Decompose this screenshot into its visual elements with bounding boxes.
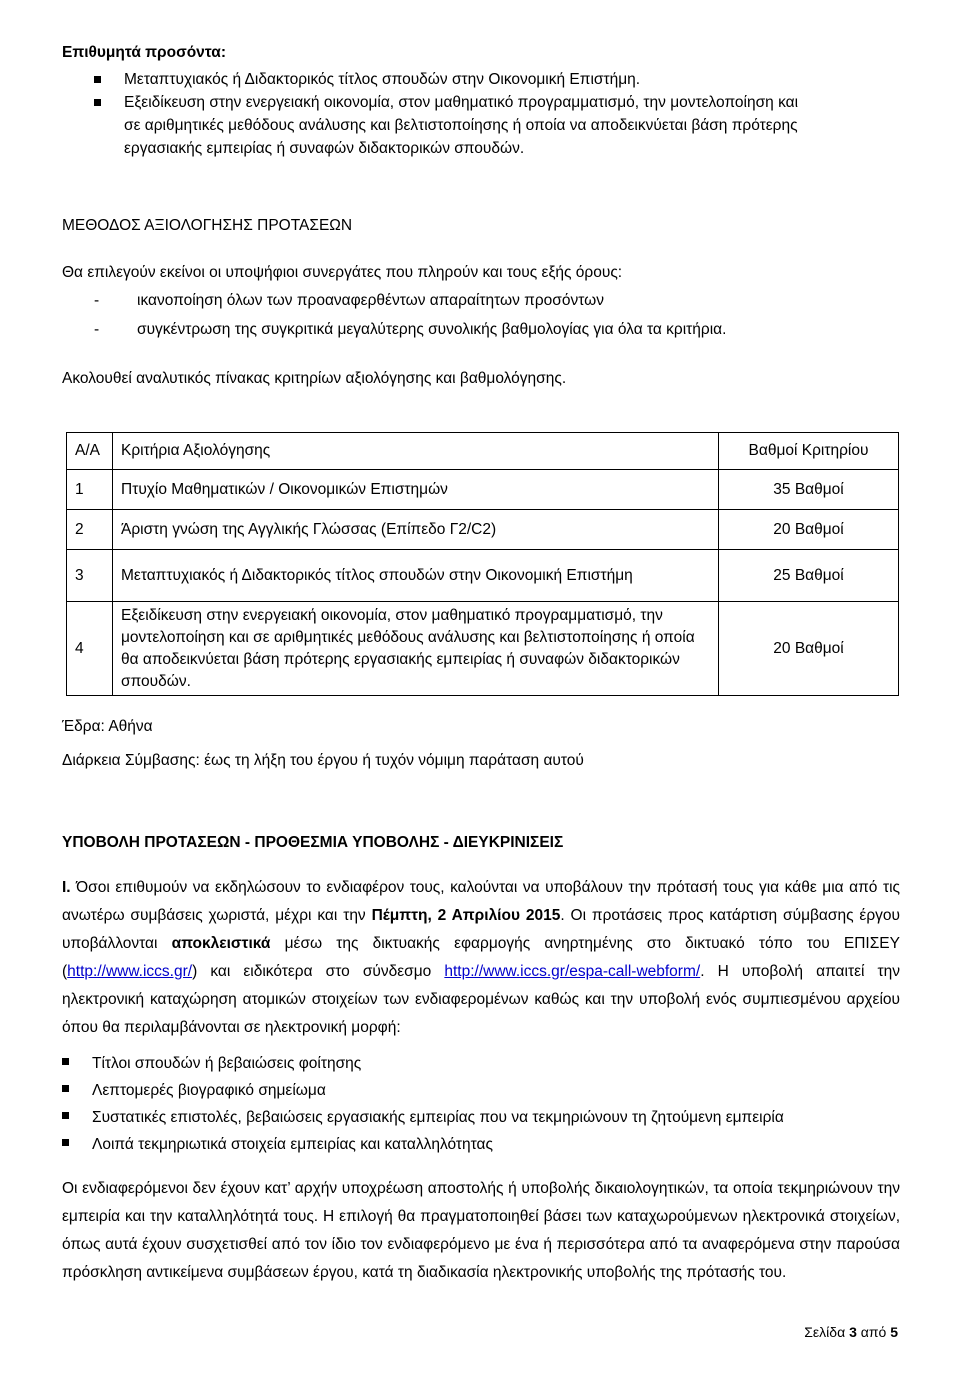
table-row [67, 510, 899, 550]
qualifications-list [62, 68, 902, 160]
qualifications-heading: Επιθυμητά προσόντα: [62, 44, 226, 61]
header-number: Α/Α [67, 433, 113, 470]
method-conditions [62, 289, 902, 341]
row-number: 3 [67, 550, 113, 602]
row-points: 20 Βαθμοί [719, 602, 899, 696]
row-criterion: Πτυχίο Μαθηματικών / Οικονομικών Επιστημών [113, 470, 719, 510]
iccs-link[interactable]: http://www.iccs.gr/ [67, 963, 193, 980]
row-points: 35 Βαθμοί [719, 470, 899, 510]
table-intro: Ακολουθεί αναλυτικός πίνακας κριτηρίων αξιολόγησης και βαθμολόγησης. [62, 370, 567, 387]
exclusive-emphasis: αποκλειστικά [171, 935, 271, 952]
table-header-row [67, 433, 899, 470]
criteria-table [66, 432, 899, 696]
seat: Έδρα: Αθήνα [62, 718, 153, 735]
document-item: Λεπτομερές βιογραφικό σημείωμα [30, 1077, 910, 1104]
row-criterion: Άριστη γνώση της Αγγλικής Γλώσσας (Επίπεδο Γ2/C2) [113, 510, 719, 550]
method-heading: ΜΕΘΟΔΟΣ ΑΞΙΟΛΟΓΗΣΗΣ ΠΡΟΤΑΣΕΩΝ [62, 217, 353, 234]
submission-heading: ΥΠΟΒΟΛΗ ΠΡΟΤΑΣΕΩΝ - ΠΡΟΘΕΣΜΙΑ ΥΠΟΒΟΛΗΣ - ΔΙΕΥΚΡΙΝΙΣΕΙΣ [62, 834, 564, 851]
documents-list [30, 1050, 910, 1158]
table-row [67, 470, 899, 510]
document-item: Τίτλοι σπουδών ή βεβαιώσεις φοίτησης [30, 1050, 910, 1077]
contract-duration: Διάρκεια Σύμβασης: έως τη λήξη του έργου ή τυχόν νόμιμη παράταση αυτού [62, 752, 584, 769]
row-number: 2 [67, 510, 113, 550]
method-intro: Θα επιλεγούν εκείνοι οι υποψήφιοι συνεργάτες που πληρούν και τους εξής όρους: [62, 264, 623, 281]
footer-total-pages: 5 [890, 1324, 898, 1340]
table-row [67, 602, 899, 696]
row-points: 25 Βαθμοί [719, 550, 899, 602]
footer-current-page: 3 [849, 1324, 857, 1340]
header-criterion: Κριτήρια Αξιολόγησης [113, 433, 719, 470]
row-number: 1 [67, 470, 113, 510]
table-row [67, 550, 899, 602]
submission-text: Όσοι επιθυμούν να εκδηλώσουν το ενδιαφέρον τους, καλούνται να υποβάλουν την πρότασή τους για κάθε μια από τις ανωτέρω συμβάσεις χωριστά, μέχρι και την [62, 879, 901, 924]
footer-separator: από [860, 1324, 887, 1340]
qualification-continuation: εργασιακής εμπειρίας ή συναφών διδακτορικών σπουδών. [124, 140, 525, 157]
condition-item: - ικανοποίηση όλων των προαναφερθέντων απαραίτητων προσόντων [62, 289, 902, 312]
footer-label: Σελίδα [804, 1324, 846, 1340]
submission-paragraph [62, 874, 900, 1042]
qualification-item: Μεταπτυχιακός ή Διδακτορικός τίτλος σπουδών στην Οικονομική Επιστήμη. [62, 68, 902, 91]
submission-text: μέσω της δικτυακής εφαρμογής ανηρτημένης στο δικτυακό τόπο του ΕΠΙΣΕΥ ( [62, 935, 900, 980]
condition-item: - συγκέντρωση της συγκριτικά μεγαλύτερης συνολικής βαθμολογίας για όλα τα κριτήρια. [62, 318, 902, 341]
submission-text: . Οι προτάσεις προς κατάρτιση σύμβασης έργου υποβάλλονται [62, 907, 900, 952]
qualification-continuation: σε αριθμητικές μεθόδους ανάλυσης και βελτιστοποίησης ή οποία να αποδεικνύεται βάση πρότερης [124, 117, 798, 134]
page-footer [804, 1324, 898, 1340]
row-number: 4 [67, 602, 113, 696]
qualification-item: Εξειδίκευση στην ενεργειακή οικονομία, στον μαθηματικό προγραμματισμό, την μοντελοποίηση και [62, 91, 902, 114]
document-item: Λοιπά τεκμηριωτικά στοιχεία εμπειρίας και καταλληλότητας [30, 1131, 910, 1158]
deadline-date: Πέμπτη, 2 Απριλίου 2015 [371, 907, 561, 924]
submission-text: . Η υποβολή απαιτεί την ηλεκτρονική καταχώρηση ατομικών στοιχείων των ενδιαφερομένων καθώς και την υποβολή ενός συμπιεσμένου αρχείου όπου θα περιλαμβάνονται σε ηλεκτρονική μορφή: [62, 963, 901, 1036]
section-roman-numeral: Ι. [62, 879, 71, 896]
row-criterion: Εξειδίκευση στην ενεργειακή οικονομία, στον μαθηματικό προγραμματισμό, την μοντελοποίηση και σε αριθμητικές μεθόδους ανάλυσης και βελτιστοποίησης ή οποία θα αποδεικνύεται βάση πρότερης εργασιακής εμπειρίας ή συναφών διδακτορικών σπουδών. [113, 602, 719, 696]
closing-paragraph: Οι ενδιαφερόμενοι δεν έχουν κατ’ αρχήν υποχρέωση αποστολής ή υποβολής δικαιολογητικών, τα οποία τεκμηριώνουν την εμπειρία και την καταλληλότητά τους. Η επιλογή θα πραγματοποιηθεί βάσει των καταχωρούμενων ηλεκτρονικά στοιχείων, όπως αυτά έχουν συσχετισθεί από τον ίδιο τον ενδιαφερόμενο με ένα ή περισσότερα από τα αναφερόμενα στην παρούσα πρόσκληση αντικείμενα συμβάσεων έργου, κατά τη διαδικασία ηλεκτρονικής υποβολής της πρότασής του. [62, 1180, 900, 1281]
row-points: 20 Βαθμοί [719, 510, 899, 550]
submission-text: ) και ειδικότερα στο σύνδεσμο [192, 963, 445, 980]
header-points: Βαθμοί Κριτηρίου [719, 433, 899, 470]
webform-link[interactable]: http://www.iccs.gr/espa-call-webform/ [444, 963, 701, 980]
document-item: Συστατικές επιστολές, βεβαιώσεις εργασιακής εμπειρίας που να τεκμηριώνουν τη ζητούμενη εμπειρία [30, 1104, 910, 1131]
row-criterion: Μεταπτυχιακός ή Διδακτορικός τίτλος σπουδών στην Οικονομική Επιστήμη [113, 550, 719, 602]
